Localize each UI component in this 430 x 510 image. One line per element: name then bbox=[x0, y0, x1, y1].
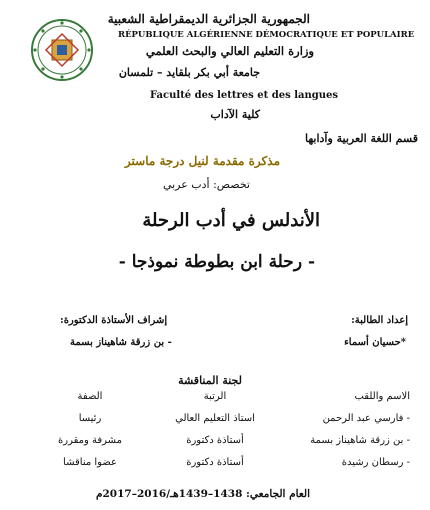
republic-ar: الجمهورية الجزائرية الديمقراطية الشعبية bbox=[107, 12, 310, 26]
academic-year: العام الجامعي: 1438–1439هـ/2016–2017م bbox=[95, 488, 310, 500]
committee-names-column bbox=[290, 386, 410, 474]
committee-row-1-name: - فارسي عبد الرحمن bbox=[322, 413, 410, 424]
committee-row-2-role: مشرفة ومقررة bbox=[58, 435, 122, 446]
committee-row-3-name: - رسطان رشيدة bbox=[341, 457, 410, 468]
faculty-fr: Faculté des lettres et des langues bbox=[150, 90, 338, 101]
student-label: إعداد الطالبة: bbox=[351, 315, 408, 326]
committee-row-2-name: - بن زرقة شاهيناز بسمة bbox=[310, 435, 410, 446]
faculty-ar: كلية الآداب bbox=[210, 108, 260, 121]
ministry-ar: وزارة التعليم العالي والبحث العلمي bbox=[145, 44, 314, 58]
committee-row-2-rank: أستاذة دكتورة bbox=[186, 435, 244, 446]
committee-header-rank: الرتبة bbox=[203, 391, 227, 402]
committee-row-1-rank: استاذ التعليم العالي bbox=[175, 413, 255, 424]
thesis-type: مذكرة مقدمة لنيل درجة ماستر bbox=[124, 154, 280, 168]
thesis-subtitle: - رحلة ابن بطوطة نموذجا - bbox=[118, 252, 315, 272]
university-ar: جامعة أبي بكر بلقايد – تلمسان bbox=[118, 66, 260, 79]
committee-header-role: الصفة bbox=[77, 391, 103, 402]
thesis-title: الأندلس في أدب الرحلة bbox=[142, 210, 320, 231]
supervisor-name: - بن زرقة شاهيناز بسمة bbox=[70, 337, 172, 348]
committee-row-1-role: رئيسا bbox=[78, 413, 102, 424]
committee-row-3-role: عضوا مناقشا bbox=[63, 457, 117, 468]
committee-rank-column bbox=[160, 386, 270, 474]
committee-row-3-rank: أستاذة دكتورة bbox=[186, 457, 244, 468]
supervisor-label: إشراف الأستاذة الدكتورة: bbox=[60, 315, 168, 326]
committee-title: لجنة المناقشة bbox=[178, 374, 242, 387]
university-seal-icon bbox=[30, 18, 94, 82]
student-name: *حسيان أسماء bbox=[344, 337, 406, 348]
republic-fr: RÉPUBLIQUE ALGÉRIENNE DÉMOCRATIQUE ET POPULAIRE bbox=[118, 30, 415, 40]
department: قسم اللغة العربية وآدابها bbox=[304, 132, 418, 145]
committee-role-column bbox=[45, 386, 135, 474]
specialty: تخصص: أدب عربي bbox=[162, 178, 250, 191]
committee-header-name: الاسم واللقب bbox=[354, 391, 410, 402]
